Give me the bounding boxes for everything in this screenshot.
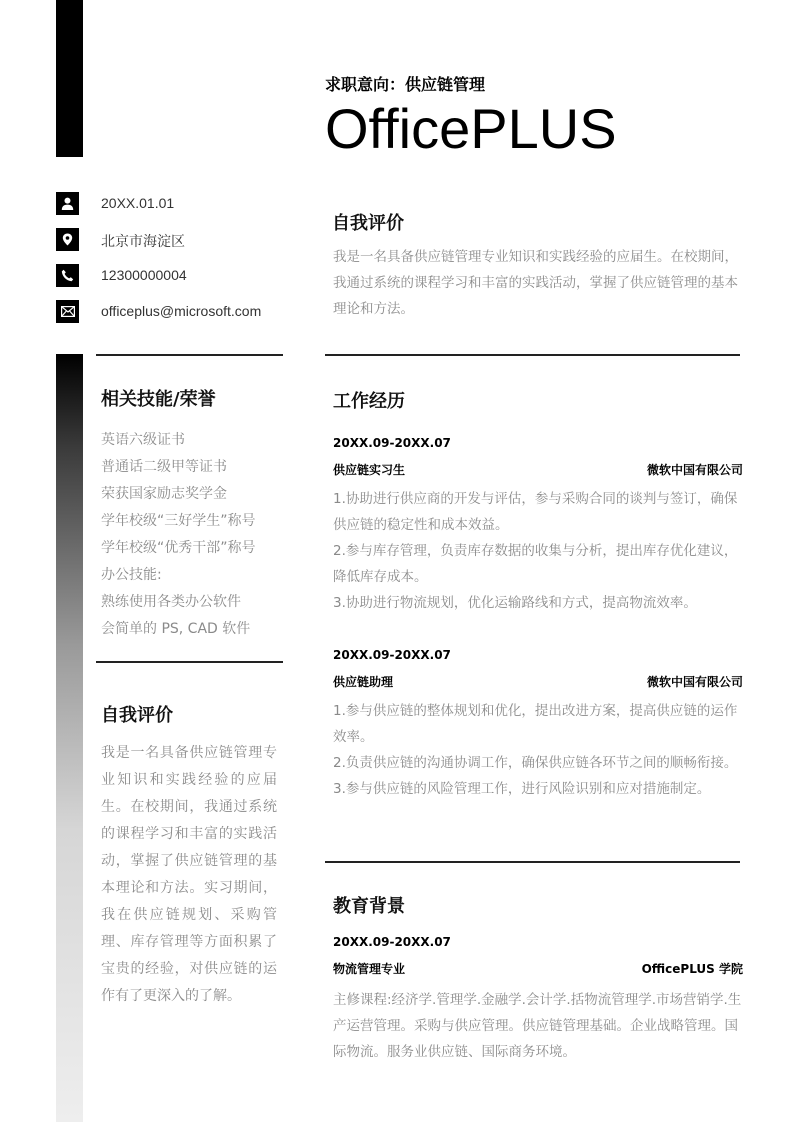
top-accent-bar [56,0,83,157]
education-title: 教育背景 [333,896,405,917]
self-eval-right-title: 自我评价 [332,213,404,234]
duty-item: 3.参与供应链的风险管理工作，进行风险识别和应对措施制定。 [333,781,711,797]
education-school: OfficePLUS 学院 [641,962,743,976]
phone-icon [56,264,79,287]
job-duties [333,698,743,802]
self-eval-right-text: 我是一名具备供应链管理专业知识和实践经验的应届生。在校期间，我通过系统的课程学习和丰富的实践活动，掌握了供应链管理的基本理论和方法。 [333,249,738,317]
list-item: 英语六级证书 [101,432,185,448]
phone-text: 12300000004 [101,267,187,283]
job-date: 20XX.09-20XX.07 [333,436,451,450]
email-text: officeplus@microsoft.com [101,303,262,319]
job-header [333,673,743,690]
list-item: 熟练使用各类办公软件 [101,594,241,610]
divider [325,861,740,863]
divider [96,354,283,356]
duty-item: 2.负责供应链的沟通协调工作，确保供应链各环节之间的顺畅衔接。 [333,755,738,771]
list-item: 办公技能: [101,567,162,583]
skills-title: 相关技能/荣誉 [101,389,216,410]
duty-item: 1.协助进行供应商的开发与评估，参与采购合同的谈判与签订，确保供应链的稳定性和成本效益。 [333,491,738,533]
education-major: 物流管理专业 [333,962,406,976]
job-entry-1 [333,436,743,616]
education-entry [333,935,743,1065]
duty-item: 1.参与供应链的整体规划和优化，提出改进方案，提高供应链的运作效率。 [333,703,738,745]
location-pin-icon [56,228,79,251]
birthdate-text: 20XX.01.01 [101,195,175,211]
education-date: 20XX.09-20XX.07 [333,935,451,949]
job-intent: 求职意向：供应链管理 [325,75,486,94]
education-header [333,960,743,977]
job-role: 供应链实习生 [333,463,406,477]
job-company: 微软中国有限公司 [646,463,743,477]
list-item: 荣获国家励志奖学金 [101,486,227,502]
work-title: 工作经历 [333,391,405,412]
list-item: 普通话二级甲等证书 [101,459,227,475]
self-eval-left-text: 我是一名具备供应链管理专业知识和实践经验的应届生。在校期间，我通过系统的课程学习和丰富的实践活动，掌握了供应链管理的基本理论和方法。实习期间，我在供应链规划、采购管理、库存管理等方面积累了宝贵的经验，对供应链的运作有了更深入的了解。 [101,745,277,1004]
duty-item: 2.参与库存管理，负责库存数据的收集与分析，提出库存优化建议，降低库存成本。 [333,543,738,585]
mail-icon [56,300,79,323]
list-item: 学年校级“三好学生”称号 [101,513,256,529]
list-item: 会简单的 PS, CAD 软件 [101,621,251,637]
person-icon [56,192,79,215]
resume-header [325,72,617,161]
job-duties [333,486,743,616]
duty-item: 3.协助进行物流规划，优化运输路线和方式，提高物流效率。 [333,595,697,611]
job-company: 微软中国有限公司 [646,675,743,689]
list-item: 学年校级“优秀干部”称号 [101,540,256,556]
divider [325,354,740,356]
job-entry-2 [333,648,743,802]
job-date: 20XX.09-20XX.07 [333,648,451,662]
divider [96,661,283,663]
job-header [333,461,743,478]
skills-list [101,427,256,643]
job-role: 供应链助理 [333,675,394,689]
sidebar-gradient-bar [56,354,83,1122]
candidate-name: OfficePLUS [325,97,617,160]
education-courses: 主修课程:经济学.管理学.金融学.会计学.括物流管理学.市场营销学.生产运营管理。采购与供应管理。供应链管理基础。企业战略管理。国际物流。服务业供应链、国际商务环境。 [333,992,742,1060]
self-eval-left-title: 自我评价 [101,705,173,726]
location-text: 北京市海淀区 [101,233,185,249]
